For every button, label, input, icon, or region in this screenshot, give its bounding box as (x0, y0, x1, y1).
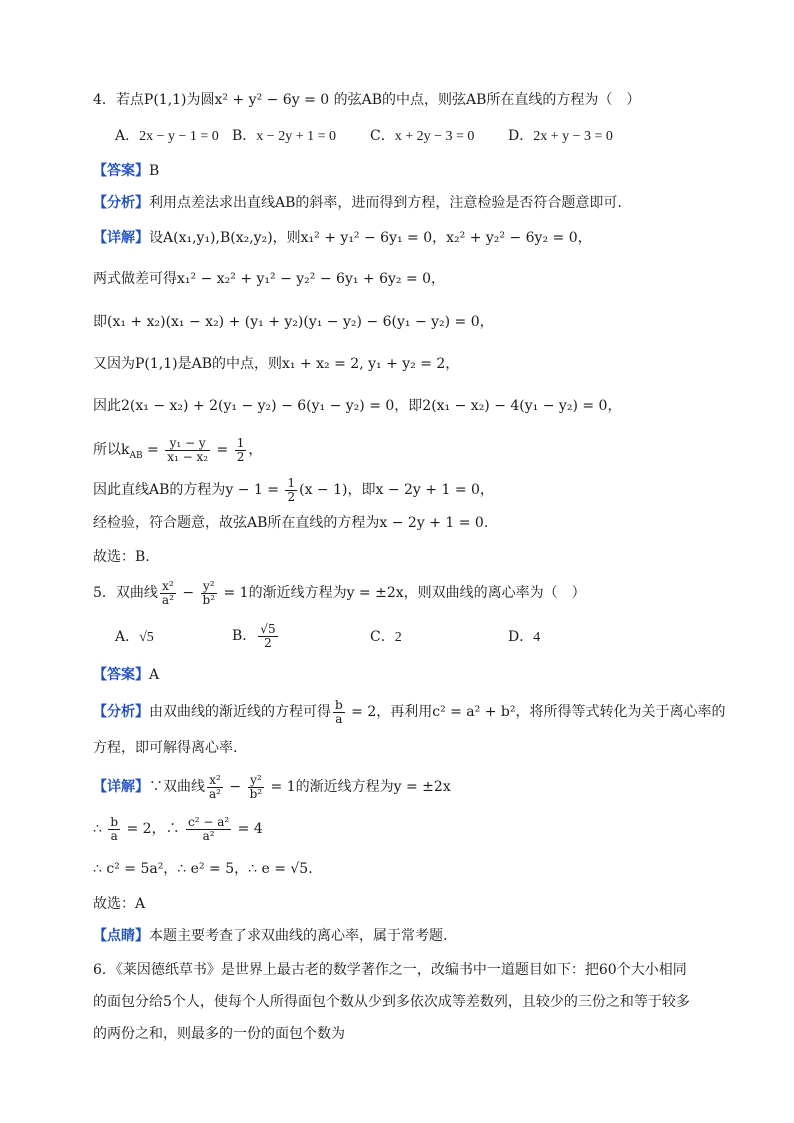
detail-tag: 【详解】 (93, 779, 149, 795)
q4-answer: 【答案】B (93, 163, 160, 179)
q5-analysis-line-2: 方程，即可解得离心率. (93, 740, 238, 756)
q4-detail-line-4: 又因为P(1,1)是AB的中点，则x₁ + x₂ = 2, y₁ + y₂ = 2， (93, 356, 460, 372)
q5-comment: 【点睛】本题主要考查了求双曲线的离心率，属于常考题. (93, 928, 448, 944)
q5-step-2: ∴ c² = 5a²，∴ e² = 5，∴ e = √5. (93, 861, 313, 877)
q6-line-3: 的两份之和，则最多的一份的面包个数为 (93, 1026, 345, 1042)
q6-line-1: 6．《莱因德纸草书》是世界上最古老的数学著作之一，改编书中一道题目如下：把60个大小相同 (93, 962, 687, 978)
q4-option-a: A．2x − y − 1 = 0 (115, 128, 219, 144)
q5-step-1: ∴ $\frac{b}{a}$ = 2，∴ $\frac{\text{c² − a²}}{\text{a²}}$ = 4 (93, 814, 263, 843)
q5-stem: 5．双曲线 $\frac{\text{x²}}{\text{a²}}$ − $\frac{\text{y²}}{\text{b²}}$ = 1的渐近线方程为y = ±2x，则双曲线的离心率为（ ） (93, 578, 586, 607)
line-eq-fraction: $\frac{1}{2}$ (287, 475, 296, 504)
q5-option-d: D．4 (508, 629, 541, 645)
q4-analysis: 【分析】利用点差法求出直线AB的斜率，进而得到方程，注意检验是否符合题意即可. (93, 195, 622, 211)
q4-slope-line: 所以$k_{AB}$ = $\frac{\text{y₁ − y}}{\text{x₁ − x₂}}$ = $\frac{1}{2}$ ， (93, 435, 263, 464)
q4-check: 经检验，符合题意，故弦AB所在直线的方程为x − 2y + 1 = 0. (93, 515, 489, 531)
q5-answer: 【答案】A (93, 667, 160, 683)
q5-option-b-fraction: $\frac{√5}{2}$ (260, 621, 276, 650)
q5-detail-frac-y: $\frac{\text{y²}}{\text{b²}}$ (249, 772, 263, 801)
answer-tag: 【答案】 (93, 163, 149, 179)
q5-detail: 【详解】∵双曲线 $\frac{\text{x²}}{\text{a²}}$ − $\frac{\text{y²}}{\text{b²}}$ = 1的渐近线方程为y = ±2x (93, 772, 451, 801)
q5-step1-frac: $\frac{b}{a}$ (110, 814, 119, 843)
q4-stem: 4．若点P(1,1)为圆x² + y² − 6y = 0 的弦AB的中点，则弦AB所在直线的方程为（ ） (93, 92, 641, 108)
q4-option-d: D．2x + y − 3 = 0 (508, 128, 613, 144)
q5-frac-x: $\frac{\text{x²}}{\text{a²}}$ (161, 578, 174, 607)
q5-option-a: A．√5 (115, 629, 154, 645)
slope-fraction: $\frac{\text{y₁ − y}}{\text{x₁ − x₂}}$ (167, 435, 209, 464)
q5-option-c: C．2 (370, 629, 402, 645)
q4-detail-line-5: 因此2(x₁ − x₂) + 2(y₁ − y₂) − 6(y₁ − y₂) = 0，即2(x₁ − x₂) − 4(y₁ − y₂) = 0， (93, 398, 622, 414)
slope-value-fraction: $\frac{1}{2}$ (236, 435, 245, 464)
answer-tag: 【答案】 (93, 667, 149, 683)
q4-detail-line-3: 即(x₁ + x₂)(x₁ − x₂) + (y₁ + y₂)(y₁ − y₂) − 6(y₁ − y₂) = 0， (93, 314, 494, 330)
analysis-tag: 【分析】 (93, 195, 149, 211)
q5-detail-frac-x: $\frac{\text{x²}}{\text{a²}}$ (209, 772, 221, 801)
q4-detail-line-1: 【详解】设A(x₁,y₁),B(x₂,y₂)，则x₁² + y₁² − 6y₁ = 0，x₂² + y₂² − 6y₂ = 0， (93, 230, 592, 246)
q4-option-c: C．x + 2y − 3 = 0 (370, 128, 475, 144)
detail-tag: 【详解】 (93, 230, 149, 246)
q5-option-b: B． $\frac{√5}{2}$ (232, 621, 276, 650)
q4-detail-line-2: 两式做差可得x₁² − x₂² + y₁² − y₂² − 6y₁ + 6y₂ = 0， (93, 271, 446, 287)
q5-frac-y: $\frac{\text{y²}}{\text{b²}}$ (202, 578, 216, 607)
q4-line-equation: 因此直线AB的方程为y − 1 = $\frac{1}{2}$ (x − 1)，即x − 2y + 1 = 0， (93, 475, 494, 504)
q6-line-2: 的面包分给5个人，使每个人所得面包个数从少到多依次成等差数列，且较少的三份之和等于较多 (93, 994, 690, 1010)
q4-option-b: B．x − 2y + 1 = 0 (232, 128, 336, 144)
comment-tag: 【点睛】 (93, 928, 149, 944)
q5-step1-frac2: $\frac{\text{c² − a²}}{\text{a²}}$ (188, 814, 230, 843)
q5-analysis-fraction: $\frac{b}{a}$ (335, 697, 343, 726)
q4-choose: 故选：B. (93, 549, 150, 565)
analysis-tag: 【分析】 (93, 704, 149, 720)
q5-analysis: 【分析】由双曲线的渐近线的方程可得 $\frac{b}{a}$ = 2，再利用c² = a² + b²，将所得等式转化为关于离心率的 (93, 697, 726, 726)
q5-choose: 故选：A (93, 896, 146, 912)
